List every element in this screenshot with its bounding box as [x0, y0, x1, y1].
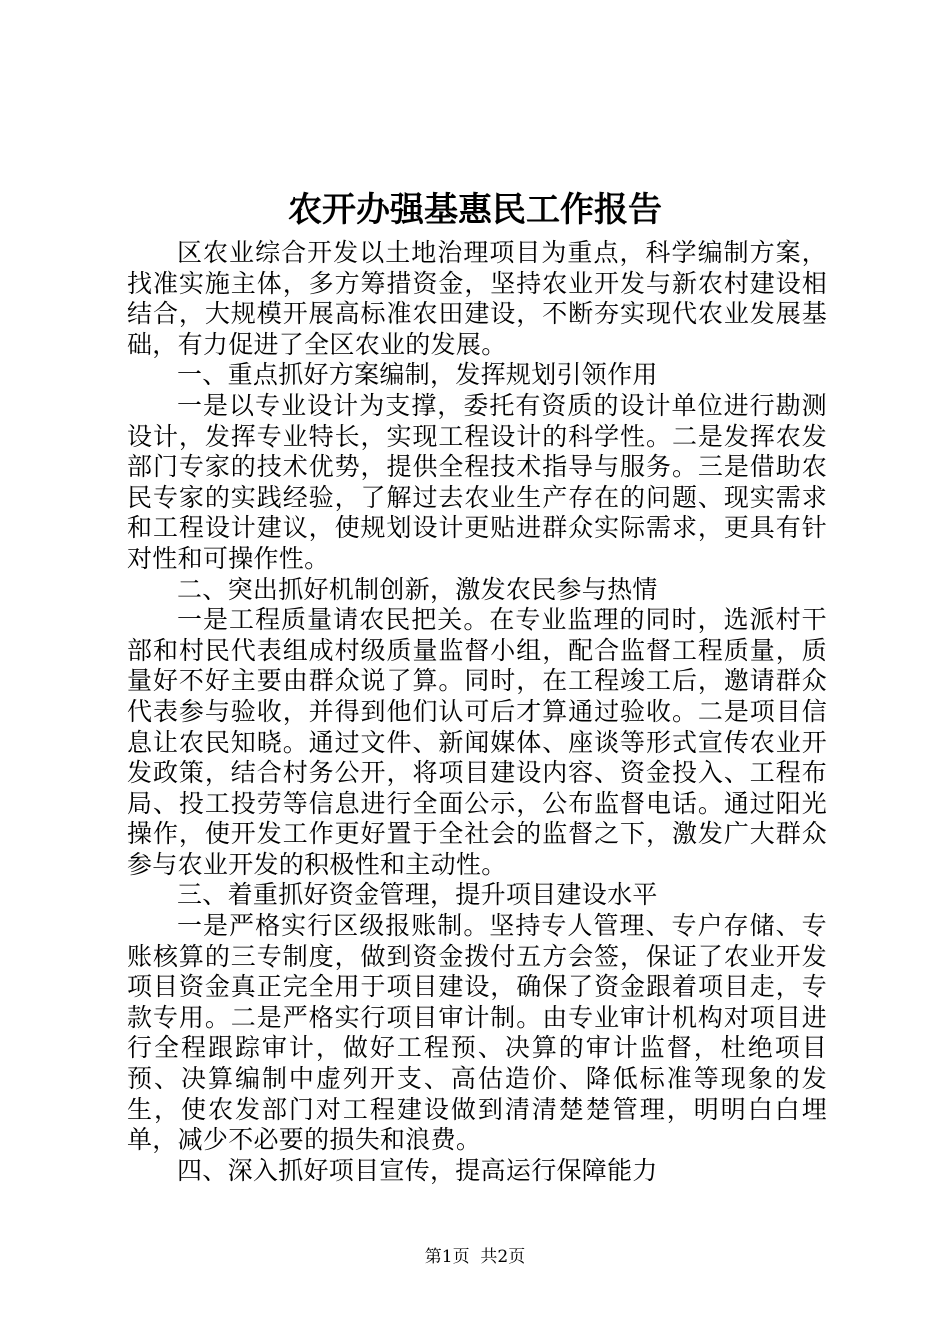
- page-total: 共2页: [480, 1247, 526, 1267]
- page-footer: [0, 1245, 950, 1269]
- page-number: 第1页: [424, 1247, 470, 1267]
- section-body-3: 一是严格实行区级报账制。坚持专人管理、专户存储、专账核算的三专制度，做到资金拨付五方会签，保证了农业开发项目资金真正完全用于项目建设，确保了资金跟着项目走，专款专用。二是严格实行项目审计制。由专业审计机构对项目进行全程跟踪审计，做好工程预、决算的审计监督，杜绝项目预、决算编制中虚列开支、高估造价、降低标准等现象的发生，使农发部门对工程建设做到清清楚楚管理，明明白白埋单，减少不必要的损失和浪费。: [127, 911, 827, 1155]
- section-heading-4: 四、深入抓好项目宣传，提高运行保障能力: [177, 1155, 658, 1185]
- intro-paragraph: 区农业综合开发以土地治理项目为重点，科学编制方案，找准实施主体，多方筹措资金，坚持农业开发与新农村建设相结合，大规模开展高标准农田建设，不断夯实现代农业发展基础，有力促进了全区农业的发展。: [127, 238, 827, 359]
- document-title: 农开办强基惠民工作报告: [288, 190, 662, 230]
- section-heading-1: 一、重点抓好方案编制，发挥规划引领作用: [177, 360, 658, 390]
- section-heading-2: 二、突出抓好机制创新，激发农民参与热情: [177, 574, 658, 604]
- section-body-2: 一是工程质量请农民把关。在专业监理的同时，选派村干部和村民代表组成村级质量监督小组，配合监督工程质量，质量好不好主要由群众说了算。同时，在工程竣工后，邀请群众代表参与验收，并得到他们认可后才算通过验收。二是项目信息让农民知晓。通过文件、新闻媒体、座谈等形式宣传农业开发政策，结合村务公开，将项目建设内容、资金投入、工程布局、投工投劳等信息进行全面公示，公布监督电话。通过阳光操作，使开发工作更好置于全社会的监督之下，激发广大群众参与农业开发的积极性和主动性。: [127, 605, 827, 879]
- section-body-1: 一是以专业设计为支撑，委托有资质的设计单位进行勘测设计，发挥专业特长，实现工程设计的科学性。二是发挥农发部门专家的技术优势，提供全程技术指导与服务。三是借助农民专家的实践经验，了解过去农业生产存在的问题、现实需求和工程设计建议，使规划设计更贴进群众实际需求，更具有针对性和可操作性。: [127, 390, 827, 573]
- section-heading-3: 三、着重抓好资金管理，提升项目建设水平: [177, 880, 658, 910]
- document-body: [127, 238, 827, 1186]
